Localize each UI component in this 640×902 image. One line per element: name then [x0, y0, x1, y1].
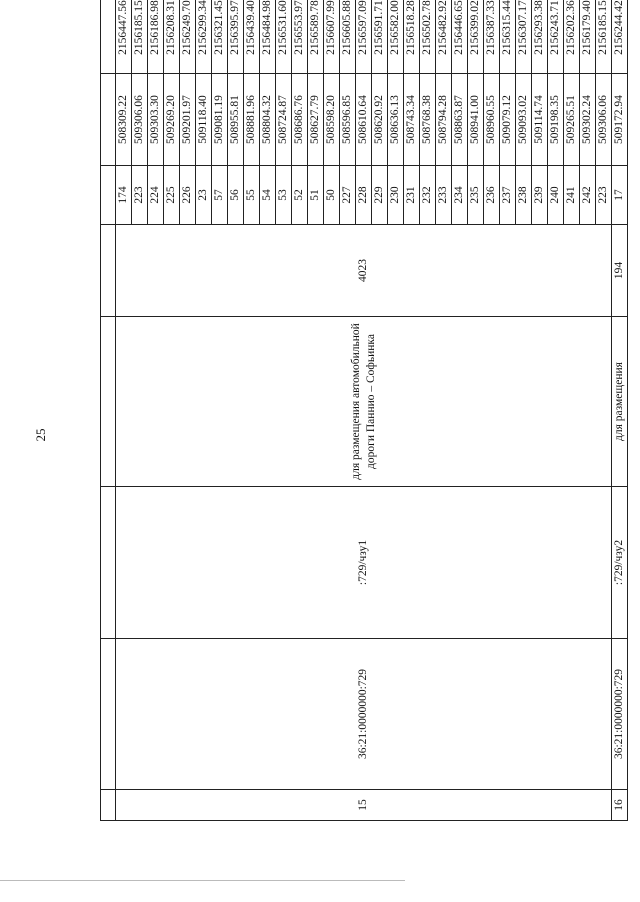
coordinate-x: 509081.19: [212, 74, 228, 166]
coordinate-x: 508794.28: [436, 74, 452, 166]
coordinate-y: 2156484.98: [260, 0, 276, 74]
coordinate-x: 509265.51: [564, 74, 580, 166]
area-value: 4023: [116, 225, 612, 317]
coordinate-y: 2156447.56: [116, 0, 132, 74]
coordinate-y: 2156399.02: [468, 0, 484, 74]
coordinate-y: 2156531.60: [276, 0, 292, 74]
cell-empty: [101, 0, 116, 74]
point-number: 225: [164, 166, 180, 225]
point-number: 55: [244, 166, 260, 225]
point-number: 237: [500, 166, 516, 225]
coordinate-y: 2156502.78: [420, 0, 436, 74]
coordinate-x: 508598.20: [324, 74, 340, 166]
coordinate-x: 509172.94: [612, 74, 628, 166]
coordinate-x: 508960.55: [484, 74, 500, 166]
point-number: 231: [404, 166, 420, 225]
coordinate-x: 509093.02: [516, 74, 532, 166]
coordinate-x: 508636.13: [388, 74, 404, 166]
point-number: 51: [308, 166, 324, 225]
coordinate-x: 508768.38: [420, 74, 436, 166]
coordinate-y: 2156307.17: [516, 0, 532, 74]
point-number: 57: [212, 166, 228, 225]
point-number: 229: [372, 166, 388, 225]
coordinate-x: 509118.40: [196, 74, 212, 166]
coordinate-x: 508724.87: [276, 74, 292, 166]
coordinate-y: 2156186.98: [148, 0, 164, 74]
parcel-number: 16: [612, 790, 628, 821]
point-number: 239: [532, 166, 548, 225]
point-number: 240: [548, 166, 564, 225]
point-number: 230: [388, 166, 404, 225]
point-number: 224: [148, 166, 164, 225]
point-number: 226: [180, 166, 196, 225]
coordinate-y: 2156605.88: [340, 0, 356, 74]
coordinate-x: 509198.35: [548, 74, 564, 166]
point-number: 52: [292, 166, 308, 225]
cadastral-number: 36:21:0000000:729: [116, 639, 612, 790]
purpose-text: для размещения: [612, 317, 628, 487]
coordinate-x: 508610.64: [356, 74, 372, 166]
purpose-text: для размещения автомобильной дороги Паннио – Софьинка: [116, 317, 612, 487]
point-number: 54: [260, 166, 276, 225]
footer-divider: [0, 880, 405, 881]
parcel-number: 15: [116, 790, 612, 821]
cadastral-number: 36:21:0000000:729: [612, 639, 628, 790]
coordinate-y: 2156208.31: [164, 0, 180, 74]
cell-empty: [101, 317, 116, 487]
table-row: [612, 0, 628, 821]
coordinate-y: 2156321.45: [212, 0, 228, 74]
coordinate-x: 509306.06: [596, 74, 612, 166]
cell-empty: [101, 74, 116, 166]
coordinate-y: 2156591.71: [372, 0, 388, 74]
table-row: [116, 0, 132, 821]
coordinate-y: 2156589.78: [308, 0, 324, 74]
coordinate-x: 509306.06: [132, 74, 148, 166]
coordinate-x: 508941.00: [468, 74, 484, 166]
point-number: 228: [356, 166, 372, 225]
cell-empty: [101, 225, 116, 317]
coordinate-y: 2156446.65: [452, 0, 468, 74]
part-label: :729/чзу2: [612, 487, 628, 639]
point-number: 238: [516, 166, 532, 225]
coordinate-x: 508309.22: [116, 74, 132, 166]
coordinate-y: 2156553.97: [292, 0, 308, 74]
coordinate-x: 508686.76: [292, 74, 308, 166]
point-number: 174: [116, 166, 132, 225]
coordinate-x: 509079.12: [500, 74, 516, 166]
point-number: 56: [228, 166, 244, 225]
coordinate-x: 508863.87: [452, 74, 468, 166]
coordinate-y: 2156439.40: [244, 0, 260, 74]
coordinate-y: 2156518.28: [404, 0, 420, 74]
coordinate-x: 509201.97: [180, 74, 196, 166]
coordinate-x: 508627.79: [308, 74, 324, 166]
point-number: 235: [468, 166, 484, 225]
point-number: 50: [324, 166, 340, 225]
point-number: 23: [196, 166, 212, 225]
coordinate-y: 2156597.09: [356, 0, 372, 74]
coordinate-x: 508743.34: [404, 74, 420, 166]
coordinate-x: 508596.85: [340, 74, 356, 166]
cell-empty: [101, 639, 116, 790]
point-number: 233: [436, 166, 452, 225]
area-value: 194: [612, 225, 628, 317]
coordinate-x: 508804.32: [260, 74, 276, 166]
coordinate-x: 508881.96: [244, 74, 260, 166]
coordinate-y: 2156482.92: [436, 0, 452, 74]
coordinate-x: 509269.20: [164, 74, 180, 166]
point-number: 242: [580, 166, 596, 225]
cell-empty: [101, 487, 116, 639]
cadastre-table: [100, 0, 628, 821]
point-number: 227: [340, 166, 356, 225]
cell-empty: [101, 166, 116, 225]
coordinate-y: 2156607.99: [324, 0, 340, 74]
coordinate-y: 2156582.00: [388, 0, 404, 74]
cell-empty: [101, 790, 116, 821]
table-container: [100, 0, 625, 821]
coordinate-x: 508620.92: [372, 74, 388, 166]
coordinate-y: 2156249.70: [180, 0, 196, 74]
coordinate-y: 2156185.15: [596, 0, 612, 74]
point-number: 236: [484, 166, 500, 225]
coordinate-y: 2156315.44: [500, 0, 516, 74]
coordinate-y: 2156395.97: [228, 0, 244, 74]
coordinate-x: 508955.81: [228, 74, 244, 166]
coordinate-y: 2156243.71: [548, 0, 564, 74]
point-number: 17: [612, 166, 628, 225]
point-number: 241: [564, 166, 580, 225]
point-number: 234: [452, 166, 468, 225]
point-number: 223: [596, 166, 612, 225]
table-body: [101, 0, 628, 821]
coordinate-y: 2156293.38: [532, 0, 548, 74]
point-number: 223: [132, 166, 148, 225]
coordinate-y: 2156202.36: [564, 0, 580, 74]
coordinate-y: 2156185.15: [132, 0, 148, 74]
coordinate-y: 2156387.33: [484, 0, 500, 74]
point-number: 232: [420, 166, 436, 225]
coordinate-y: 2156244.42: [612, 0, 628, 74]
coordinate-y: 2156179.40: [580, 0, 596, 74]
page-number: 25: [33, 428, 48, 442]
coordinate-x: 509303.30: [148, 74, 164, 166]
point-number: 53: [276, 166, 292, 225]
coordinate-x: 509302.24: [580, 74, 596, 166]
part-label: :729/чзу1: [116, 487, 612, 639]
table-spacer-row: [101, 0, 116, 821]
coordinate-x: 509114.74: [532, 74, 548, 166]
coordinate-y: 2156299.34: [196, 0, 212, 74]
